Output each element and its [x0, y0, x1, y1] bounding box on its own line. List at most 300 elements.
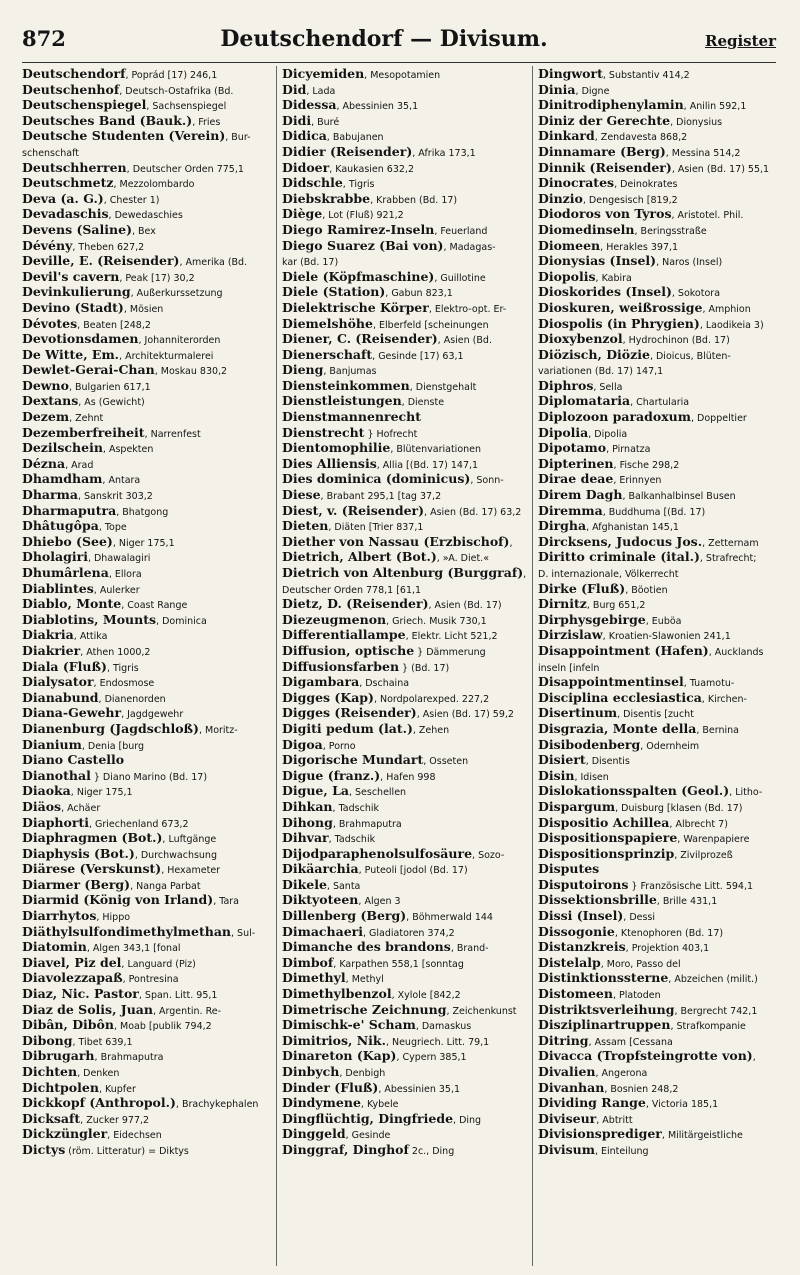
entry-reference: , Banjumas [323, 366, 377, 378]
index-entry [282, 160, 528, 176]
entry-headword: Diospolis (in Phrygien) [538, 315, 700, 331]
entry-reference: , Dianenorden [98, 693, 166, 705]
entry-headword: Deutsches Band (Bauk.) [22, 112, 193, 128]
index-entry [282, 721, 528, 737]
index-entry [22, 331, 272, 347]
index-entry [282, 783, 528, 799]
entry-reference: , Fische 298,2 [613, 459, 680, 471]
index-entry [538, 659, 778, 675]
entry-reference: schenschaft [22, 147, 79, 159]
index-entry [538, 393, 778, 409]
entry-headword: Deville, E. (Reisender) [22, 253, 180, 269]
entry-headword: Dianenburg (Jagdschloß) [22, 720, 199, 736]
entry-reference: , Tibet 639,1 [72, 1036, 133, 1048]
entry-headword: Diablintes [22, 580, 94, 596]
index-entry [22, 627, 272, 643]
entry-headword: Diodoros von Tyros [538, 206, 672, 222]
entry-reference: , Asien (Bd. [437, 335, 492, 347]
entry-reference: , Idisen [574, 771, 609, 783]
index-entry [538, 347, 778, 363]
entry-reference: , Durchwachsung [134, 849, 217, 861]
index-entry [22, 1017, 272, 1033]
index-entry [282, 456, 528, 472]
index-entry [22, 877, 272, 893]
entry-headword: Devino (Stadt) [22, 299, 124, 315]
index-entry [282, 97, 528, 113]
index-entry [22, 144, 272, 160]
entry-headword: Dibong [22, 1032, 73, 1048]
entry-headword: Dislokationsspalten (Geol.) [538, 783, 730, 799]
entry-reference: , [509, 537, 513, 549]
entry-reference: , Tigris [342, 179, 375, 191]
entry-headword: Dientomophilie [282, 440, 391, 456]
entry-reference: , Hafen 998 [380, 771, 436, 783]
entry-headword: Diano Castello [22, 752, 125, 768]
entry-headword: Digiti pedum (lat.) [282, 720, 413, 736]
entry-headword: Diener, C. (Reisender) [282, 331, 438, 347]
entry-reference: , Elektro-opt. Er- [428, 303, 507, 315]
entry-reference: , Afrika 173,1 [412, 147, 476, 159]
index-entry [22, 768, 272, 784]
entry-headword: Dispositionspapiere [538, 830, 678, 846]
entry-reference: , Mezzolombardo [113, 179, 195, 191]
entry-headword: Dillenberg (Berg) [282, 908, 407, 924]
entry-reference: , Arad [65, 459, 94, 471]
entry-headword: Diele (Köpfmaschine) [282, 268, 435, 284]
entry-reference: , Guillotine [434, 272, 486, 284]
entry-headword: Dioskuren, weißrossige [538, 299, 703, 315]
index-entry [22, 970, 272, 986]
index-entry [538, 456, 778, 472]
index-entry [282, 425, 528, 441]
entry-reference: , Kirchen- [701, 693, 747, 705]
index-entry [22, 721, 272, 737]
entry-reference: } Französische Litt. 594,1 [628, 880, 754, 892]
entry-reference: , Doppeltier [691, 413, 747, 425]
entry-reference: , Luftgänge [162, 834, 217, 846]
entry-reference: , Niger 175,1 [112, 537, 175, 549]
entry-headword: Diopolis [538, 268, 596, 284]
index-entry [22, 659, 272, 675]
entry-reference: , Moab [publik 794,2 [113, 1021, 212, 1033]
index-entry [282, 284, 528, 300]
entry-headword: Diomedinseln [538, 221, 635, 237]
index-entry [538, 924, 778, 940]
entry-headword: Dirnitz [538, 596, 587, 612]
index-entry [22, 1033, 272, 1049]
index-entry [22, 1142, 272, 1158]
index-entry [282, 269, 528, 285]
entry-reference: , Griechenland 673,2 [88, 818, 189, 830]
entry-headword: Diviseur [538, 1110, 597, 1126]
entry-reference: , Karpathen 558,1 [sonntag [333, 958, 464, 970]
entry-headword: Diäthylsulfondimethylmethan [22, 923, 232, 939]
entry-headword: Dinareton (Kap) [282, 1048, 397, 1064]
index-entry [538, 1017, 778, 1033]
index-entry [538, 768, 778, 784]
section-label: Register [704, 32, 776, 50]
entry-headword: Did [282, 81, 307, 97]
entry-headword: Dictys [22, 1141, 66, 1157]
entry-reference: , Euböa [645, 615, 682, 627]
index-entry [282, 1126, 528, 1142]
entry-reference: , Disentis [585, 756, 630, 768]
index-entry [538, 939, 778, 955]
index-entry [538, 970, 778, 986]
index-entry [22, 113, 272, 129]
index-entry [22, 284, 272, 300]
entry-headword: Dinnik (Reisender) [538, 159, 672, 175]
entry-headword: Dinder (Fluß) [282, 1079, 379, 1095]
entry-headword: Diaz, Nic. Pastor [22, 986, 139, 1002]
entry-headword: Diözisch, Diözie [538, 346, 650, 362]
index-entry [538, 986, 778, 1002]
index-entry [282, 518, 528, 534]
entry-headword: Dhiebo (See) [22, 533, 113, 549]
entry-headword: Divacca (Tropfsteingrotte von) [538, 1048, 753, 1064]
entry-headword: De Witte, Em. [22, 346, 120, 362]
entry-headword: Diensteinkommen [282, 377, 410, 393]
entry-reference: , Architekturmalerei [119, 350, 214, 362]
entry-reference: , Babujanen [326, 132, 384, 144]
entry-reference: , [523, 569, 527, 580]
entry-reference: , Buddhuma [(Bd. 17) [602, 506, 706, 518]
entry-headword: Dezilschein [22, 440, 103, 456]
entry-reference: , Dioicus, Blüten- [649, 350, 731, 362]
index-entry [282, 331, 528, 347]
entry-reference: , Xylole [842,2 [391, 990, 461, 1002]
entry-headword: Dewno [22, 377, 69, 393]
entry-headword: Dirphysgebirge [538, 611, 646, 627]
index-entry [538, 425, 778, 441]
index-entry [538, 643, 778, 659]
entry-headword: Dissektionsbrille [538, 892, 657, 908]
entry-reference: , Tope [98, 522, 127, 534]
index-entry [538, 705, 778, 721]
entry-reference: , Endosmose [93, 678, 155, 690]
index-entry [538, 534, 778, 550]
entry-headword: Diaphragmen (Bot.) [22, 830, 163, 846]
index-entry [282, 970, 528, 986]
entry-reference: } Dämmerung [414, 646, 486, 658]
entry-reference: , »A. Diet.« [436, 553, 490, 565]
index-entry [282, 705, 528, 721]
entry-reference: , Böhmerwald 144 [406, 912, 493, 924]
index-entry [22, 191, 272, 207]
index-entry [538, 206, 778, 222]
entry-headword: Dioxybenzol [538, 331, 623, 347]
index-entry [22, 1048, 272, 1064]
index-entry [282, 144, 528, 160]
index-entry [538, 316, 778, 332]
entry-reference: , Bur- [225, 132, 251, 144]
entry-headword: Disziplinartruppen [538, 1017, 671, 1033]
index-entry [282, 815, 528, 831]
index-entry [538, 471, 778, 487]
entry-reference: , Hippo [96, 912, 131, 924]
entry-headword: Dichtpolen [22, 1079, 99, 1095]
entry-headword: Diaphysis (Bot.) [22, 845, 135, 861]
entry-headword: Dircksens, Judocus Jos. [538, 533, 703, 549]
entry-reference: , Zetternam [702, 537, 759, 549]
entry-headword: Dextans [22, 393, 79, 409]
index-entry [538, 846, 778, 862]
entry-headword: Dholagiri [22, 549, 88, 565]
entry-headword: Distelalp [538, 954, 601, 970]
index-entry [22, 596, 272, 612]
index-entry [282, 986, 528, 1002]
entry-reference: } (Bd. 17) [399, 662, 450, 674]
entry-headword: Dihkan [282, 798, 333, 814]
entry-reference: , Amphion [702, 303, 751, 315]
index-entry [282, 1095, 528, 1111]
entry-reference: inseln [infeln [538, 662, 600, 674]
entry-reference: , Projektion 403,1 [625, 943, 710, 955]
index-entry [538, 113, 778, 129]
entry-headword: Diomeen [538, 237, 601, 253]
entry-reference: , Gladiatoren 374,2 [363, 927, 455, 939]
index-entry [282, 347, 528, 363]
index-entry [282, 191, 528, 207]
index-entry [538, 549, 778, 565]
index-entry [538, 440, 778, 456]
index-entry [538, 253, 778, 269]
entry-headword: Dickzüngler [22, 1126, 108, 1142]
index-entry [22, 581, 272, 597]
entry-reference: , Dipolia [588, 428, 628, 440]
index-entry [538, 1048, 778, 1064]
index-entry [22, 892, 272, 908]
entry-reference: , Assam [Cessana [588, 1036, 673, 1048]
index-entry [538, 362, 778, 378]
entry-headword: Dispargum [538, 798, 616, 814]
index-entry [22, 487, 272, 503]
entry-headword: Deutschenhof [22, 81, 120, 97]
entry-headword: Deutschendorf [22, 66, 126, 81]
entry-headword: Disiert [538, 752, 586, 768]
entry-headword: Dhamdham [22, 471, 103, 487]
index-entry [282, 643, 528, 659]
entry-reference: , Odernheim [640, 740, 700, 752]
index-entry [538, 877, 778, 893]
entry-reference: , Aucklands [708, 646, 764, 658]
entry-reference: , Gesinde [345, 1130, 391, 1142]
entry-headword: Diablotins, Mounts [22, 611, 157, 627]
entry-reference: , Santa [326, 880, 361, 892]
index-entry [282, 690, 528, 706]
entry-reference: , Dessi [623, 912, 656, 924]
entry-reference: , Dengesisch [819,2 [582, 194, 678, 206]
index-entry [538, 565, 778, 581]
entry-reference: , Dewedaschies [108, 210, 183, 222]
index-entry [282, 1002, 528, 1018]
index-entry [22, 206, 272, 222]
entry-headword: Dindymene [282, 1095, 361, 1111]
entry-reference: , Deinokrates [614, 179, 678, 191]
entry-reference: , Moskau 830,2 [154, 366, 228, 378]
index-entry [538, 175, 778, 191]
index-entry [22, 1111, 272, 1127]
index-entry [22, 518, 272, 534]
entry-headword: Differentiallampe [282, 627, 406, 643]
entry-headword: Devinkulierung [22, 284, 131, 300]
index-entry [538, 238, 778, 254]
entry-headword: Dionysias (Insel) [538, 253, 657, 269]
entry-headword: Devens (Saline) [22, 221, 132, 237]
entry-reference: , Allia [(Bd. 17) 147,1 [376, 459, 479, 471]
entry-headword: Diaphorti [22, 814, 89, 830]
index-entry [538, 581, 778, 597]
index-entry [282, 549, 528, 565]
entry-headword: Didica [282, 128, 327, 144]
entry-headword: Dissi (Insel) [538, 908, 624, 924]
entry-reference: , Gabun 823,1 [385, 288, 453, 300]
entry-reference: , Moritz- [198, 724, 238, 736]
entry-reference: , Peak [17) 30,2 [119, 272, 195, 284]
entry-reference: , Amerika (Bd. [179, 257, 248, 269]
entry-reference: , Deutscher Orden 775,1 [126, 163, 244, 175]
entry-headword: Dietz, D. (Reisender) [282, 596, 429, 612]
entry-reference: , Gesinde [17) 63,1 [372, 350, 464, 362]
index-entry [538, 815, 778, 831]
index-entry [22, 846, 272, 862]
index-entry [22, 908, 272, 924]
entry-headword: Deutsche Studenten (Verein) [22, 128, 226, 144]
entry-headword: Devotionsdamen [22, 331, 139, 347]
entry-headword: Dichten [22, 1064, 78, 1079]
entry-reference: , Algen 3 [358, 896, 401, 908]
entry-reference: , Pirnatza [606, 444, 651, 456]
index-entry [282, 487, 528, 503]
entry-headword: Dirae deae [538, 471, 614, 487]
entry-reference: , Zivilprozeß [674, 849, 733, 861]
entry-reference: , Fries [192, 116, 221, 128]
entry-reference: , Militärgeistliche [661, 1130, 743, 1142]
entry-headword: Devil's cavern [22, 268, 120, 284]
entry-reference: , Deutsch-Ostafrika (Bd. [119, 85, 234, 97]
index-entry [282, 1017, 528, 1033]
entry-reference: Deutscher Orden 778,1 [61,1 [282, 584, 422, 596]
index-entry [22, 1002, 272, 1018]
entry-reference: , Athen 1000,2 [80, 646, 151, 658]
index-entry [282, 378, 528, 394]
entry-reference: , Herakles 397,1 [600, 241, 679, 253]
entry-headword: Diatomin [22, 939, 87, 955]
entry-headword: Deutschherren [22, 159, 127, 175]
entry-headword: Diavolezzapaß [22, 970, 123, 986]
index-entry [282, 393, 528, 409]
column-divider [276, 66, 277, 1266]
entry-headword: Dienstrecht [282, 424, 365, 440]
entry-headword: Dioskorides (Insel) [538, 284, 672, 300]
index-entry [538, 144, 778, 160]
entry-headword: Diaoka [22, 783, 71, 799]
index-entry [282, 674, 528, 690]
entry-reference: , Krabben (Bd. 17) [370, 194, 458, 206]
entry-reference: , Zeichenkunst [446, 1005, 517, 1017]
entry-reference: , Sanskrit 303,2 [77, 491, 153, 503]
index-entry [282, 908, 528, 924]
entry-reference: , Hydrochinon (Bd. 17) [622, 335, 730, 347]
entry-headword: Diffusion, optische [282, 642, 415, 658]
index-entry [282, 596, 528, 612]
entry-headword: Dickkopf (Anthropol.) [22, 1095, 176, 1111]
entry-reference: , Albrecht 7) [669, 818, 728, 830]
entry-reference: D. internazionale, Völkerrecht [538, 569, 679, 580]
entry-reference: , Sella [593, 381, 623, 393]
index-entry [538, 627, 778, 643]
index-entry [282, 300, 528, 316]
entry-headword: Diktyoteen [282, 892, 359, 908]
entry-reference: , Span. Litt. 95,1 [138, 990, 218, 1002]
index-entry [22, 1126, 272, 1142]
index-entry [282, 238, 528, 254]
entry-headword: Digges (Reisender) [282, 705, 417, 721]
index-entry [538, 737, 778, 753]
entry-reference: , Seschellen [348, 787, 407, 799]
index-entry [538, 284, 778, 300]
entry-reference: , Brabant 295,1 [tag 37,2 [320, 491, 442, 503]
index-entry [282, 1111, 528, 1127]
entry-headword: Dimitrios, Nik. [282, 1032, 386, 1048]
entry-headword: Dikele [282, 876, 327, 892]
entry-reference: , Strafkompanie [670, 1021, 746, 1033]
entry-reference: , Duisburg [klasen (Bd. 17) [615, 802, 743, 814]
entry-headword: Dharma [22, 487, 78, 503]
entry-headword: Dirgha [538, 518, 587, 534]
index-entry [22, 674, 272, 690]
entry-headword: Dinia [538, 81, 576, 97]
entry-headword: Diakria [22, 627, 74, 643]
index-entry [22, 269, 272, 285]
page-header [22, 26, 776, 56]
entry-headword: Disputes [538, 861, 600, 877]
entry-reference: , Achäer [61, 802, 101, 814]
entry-reference: , Ding [453, 1114, 482, 1126]
entry-reference: , Messina 514,2 [665, 147, 741, 159]
entry-reference: , Tadschik [328, 834, 376, 846]
entry-headword: Disputoirons [538, 876, 629, 892]
entry-headword: Dibrugarh [22, 1048, 95, 1064]
entry-reference: , Johanniterorden [138, 335, 221, 347]
entry-headword: Digoa [282, 736, 323, 752]
index-entry [282, 612, 528, 628]
page-number: 872 [22, 26, 66, 51]
index-entry [282, 861, 528, 877]
index-entry [22, 253, 272, 269]
index-entry [22, 705, 272, 721]
entry-headword: Diarmid (König von Irland) [22, 892, 214, 908]
entry-reference: , Sul- [231, 927, 256, 939]
entry-reference: , Victoria 185,1 [645, 1099, 719, 1111]
entry-reference: , Attika [73, 631, 108, 643]
entry-headword: Dividing Range [538, 1095, 646, 1111]
index-entry [538, 66, 778, 82]
index-entry [22, 815, 272, 831]
entry-reference: , Porno [322, 740, 356, 752]
index-entry [22, 128, 272, 144]
entry-headword: Diezeugmenon [282, 611, 387, 627]
entry-headword: Digue, La [282, 783, 349, 799]
entry-headword: Diele (Station) [282, 284, 386, 300]
entry-headword: Dingflüchtig, Dingfriede [282, 1110, 454, 1126]
entry-reference: , Osseten [423, 756, 469, 768]
index-entry [538, 674, 778, 690]
entry-reference: , Denbigh [339, 1068, 386, 1079]
entry-reference: , Asien (Bd. 17) [428, 600, 502, 612]
index-entry [282, 534, 528, 550]
index-entry [538, 300, 778, 316]
